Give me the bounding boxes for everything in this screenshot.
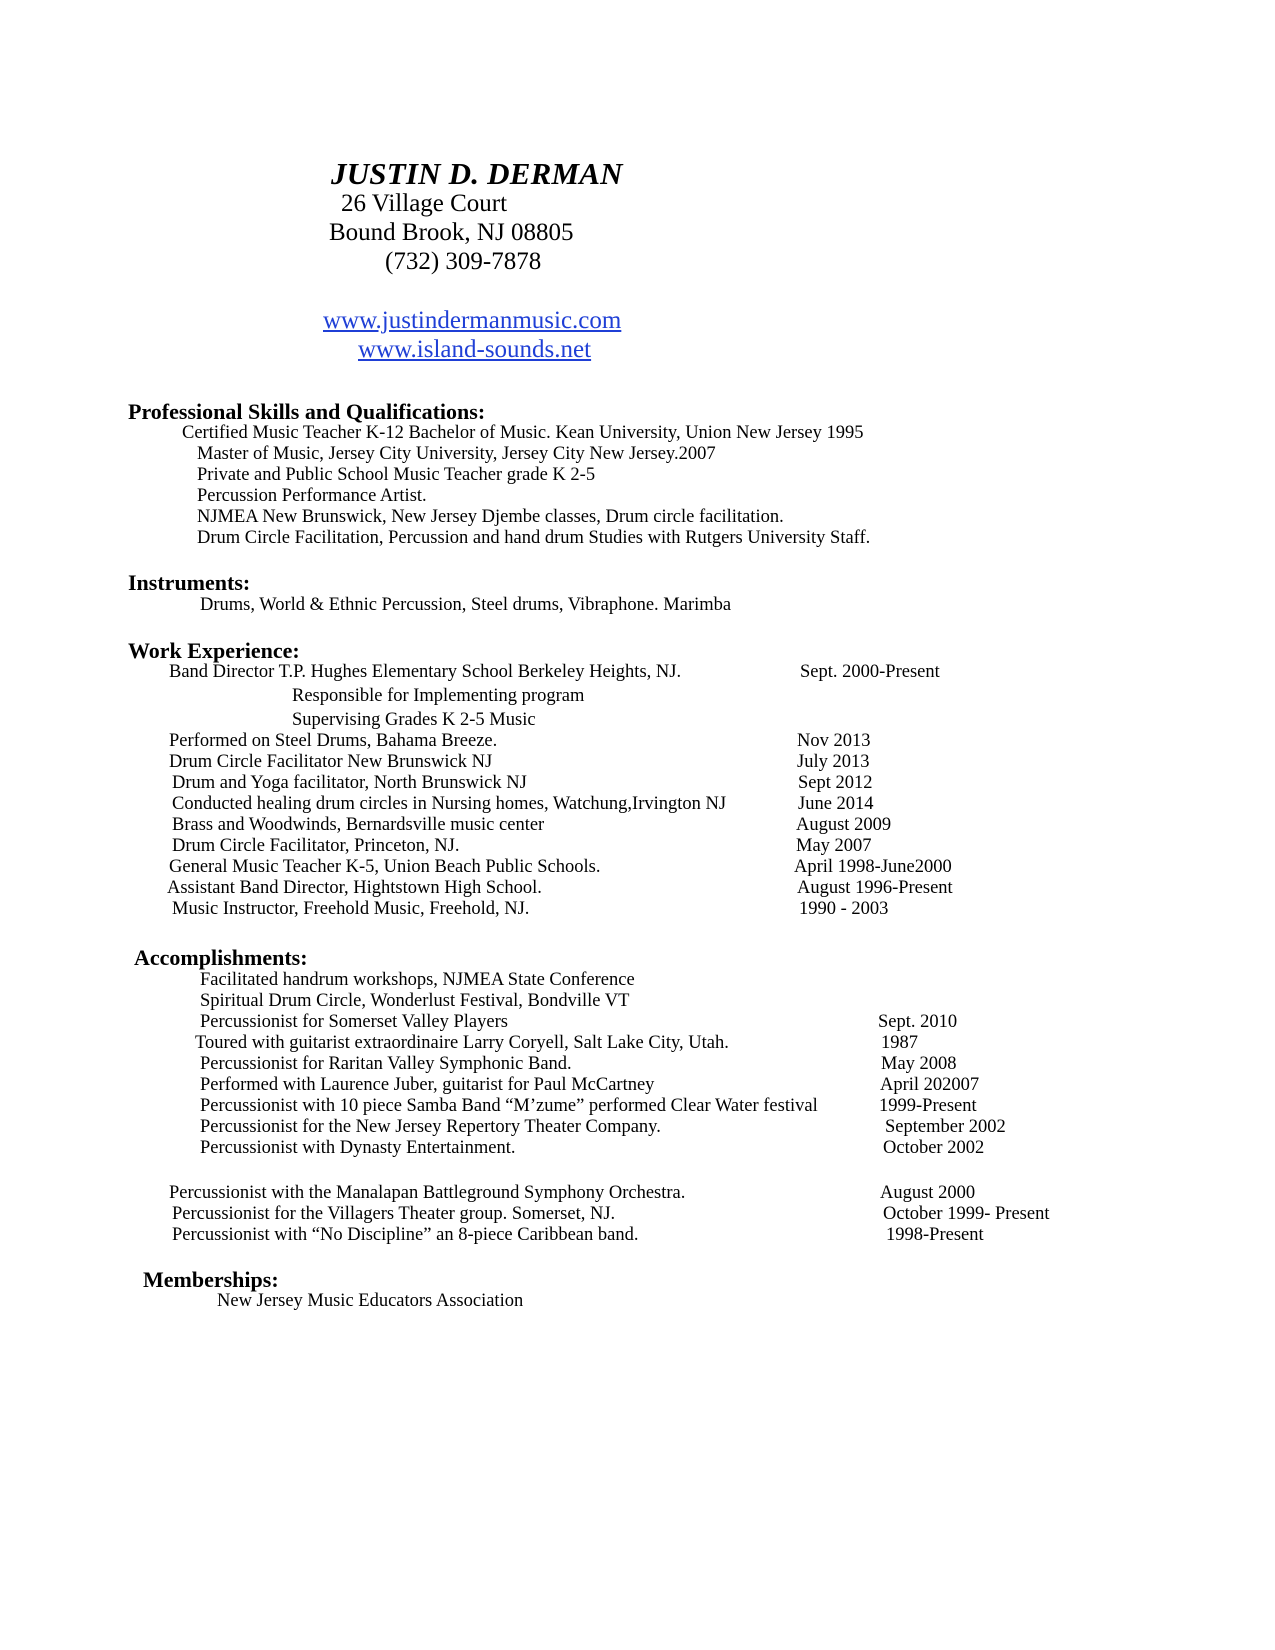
accomplishment-date: September 2002	[885, 1117, 1006, 1137]
work-entry-date: 1990 - 2003	[799, 899, 889, 919]
work-entry-date: Sept 2012	[798, 773, 873, 793]
accomplishment-title: Percussionist with 10 piece Samba Band “M’zume” performed Clear Water festival	[200, 1096, 818, 1116]
work-entry-title: Band Director T.P. Hughes Elementary School Berkeley Heights, NJ.	[169, 662, 682, 682]
work-entry-date: Nov 2013	[797, 731, 871, 751]
accomplishment-date: August 2000	[880, 1183, 976, 1203]
website-link-island-sounds[interactable]: www.island-sounds.net	[358, 336, 592, 363]
work-heading: Work Experience:	[128, 638, 300, 663]
accomplishment-title: Percussionist for Raritan Valley Symphonic Band.	[200, 1054, 572, 1074]
accomplishment-title: Performed with Laurence Juber, guitarist for Paul McCartney	[200, 1075, 655, 1095]
work-entry-title: Assistant Band Director, Hightstown High School.	[167, 878, 542, 898]
phone-number: (732) 309-7878	[385, 248, 542, 275]
website-link-justindermanmusic[interactable]: www.justindermanmusic.com	[323, 307, 622, 334]
accomplishment-title: Spiritual Drum Circle, Wonderlust Festival, Bondville VT	[200, 991, 630, 1011]
work-entry-date: June 2014	[798, 794, 874, 814]
accomplishment-title: Percussionist with the Manalapan Battleground Symphony Orchestra.	[169, 1183, 686, 1203]
accomplishment-date: October 1999- Present	[883, 1204, 1050, 1224]
work-entry-title: Brass and Woodwinds, Bernardsville music center	[172, 815, 545, 835]
accomplishment-title: Percussionist for Somerset Valley Players	[200, 1012, 508, 1032]
work-entry-title: General Music Teacher K-5, Union Beach Public Schools.	[169, 857, 601, 877]
accomplishment-date: 1999-Present	[879, 1096, 977, 1116]
work-entry-title: Drum Circle Facilitator New Brunswick NJ	[169, 752, 493, 772]
accomplishment-title: Percussionist for the Villagers Theater group. Somerset, NJ.	[172, 1204, 616, 1224]
accomplishment-date: April 202007	[880, 1075, 980, 1095]
work-entry-title: Music Instructor, Freehold Music, Freehold, NJ.	[172, 899, 530, 919]
skill-item: Master of Music, Jersey City University, Jersey City New Jersey.2007	[197, 444, 716, 464]
work-entry-date: Sept. 2000-Present	[800, 662, 940, 682]
work-entry-title: Performed on Steel Drums, Bahama Breeze.	[169, 731, 498, 751]
work-bullet: Supervising Grades K 2-5 Music	[292, 710, 536, 730]
accomplishment-title: Percussionist with Dynasty Entertainment.	[200, 1138, 516, 1158]
address-city: Bound Brook, NJ 08805	[329, 219, 574, 246]
accomplishment-date: Sept. 2010	[878, 1012, 958, 1032]
accomplishment-title: Toured with guitarist extraordinaire Larry Coryell, Salt Lake City, Utah.	[195, 1033, 729, 1053]
address-street: 26 Village Court	[341, 190, 508, 217]
work-entry-date: July 2013	[797, 752, 870, 772]
accomplishment-date: 1987	[881, 1033, 918, 1053]
work-entry-title: Drum Circle Facilitator, Princeton, NJ.	[172, 836, 460, 856]
accomplishment-date: October 2002	[883, 1138, 985, 1158]
work-entry-date: August 2009	[796, 815, 892, 835]
accomplishment-title: Percussionist with “No Discipline” an 8-piece Caribbean band.	[172, 1225, 639, 1245]
skill-item: Certified Music Teacher K-12 Bachelor of Music. Kean University, Union New Jersey 1995	[182, 423, 864, 443]
skill-item: Drum Circle Facilitation, Percussion and hand drum Studies with Rutgers University Staff.	[197, 528, 871, 548]
instruments-heading: Instruments:	[128, 570, 251, 595]
memberships-heading: Memberships:	[143, 1267, 279, 1292]
accomplishment-title: Facilitated handrum workshops, NJMEA State Conference	[200, 970, 635, 990]
skills-heading: Professional Skills and Qualifications:	[128, 399, 486, 424]
work-entry-date: May 2007	[796, 836, 872, 856]
work-entry-title: Drum and Yoga facilitator, North Brunswick NJ	[172, 773, 527, 793]
work-entry-date: August 1996-Present	[797, 878, 953, 898]
skill-item: Private and Public School Music Teacher grade K 2-5	[197, 465, 596, 485]
accomplishment-title: Percussionist for the New Jersey Repertory Theater Company.	[200, 1117, 661, 1137]
instruments-list: Drums, World & Ethnic Percussion, Steel drums, Vibraphone. Marimba	[200, 595, 732, 615]
resume-name: JUSTIN D. DERMAN	[331, 156, 623, 191]
work-bullet: Responsible for Implementing program	[292, 686, 585, 706]
skill-item: Percussion Performance Artist.	[197, 486, 427, 506]
accomplishments-heading: Accomplishments:	[134, 945, 308, 970]
membership-item: New Jersey Music Educators Association	[217, 1291, 524, 1311]
work-entry-title: Conducted healing drum circles in Nursing homes, Watchung,Irvington NJ	[172, 794, 727, 814]
skill-item: NJMEA New Brunswick, New Jersey Djembe classes, Drum circle facilitation.	[197, 507, 784, 527]
work-entry-date: April 1998-June2000	[794, 857, 952, 877]
accomplishment-date: May 2008	[881, 1054, 957, 1074]
accomplishment-date: 1998-Present	[886, 1225, 984, 1245]
